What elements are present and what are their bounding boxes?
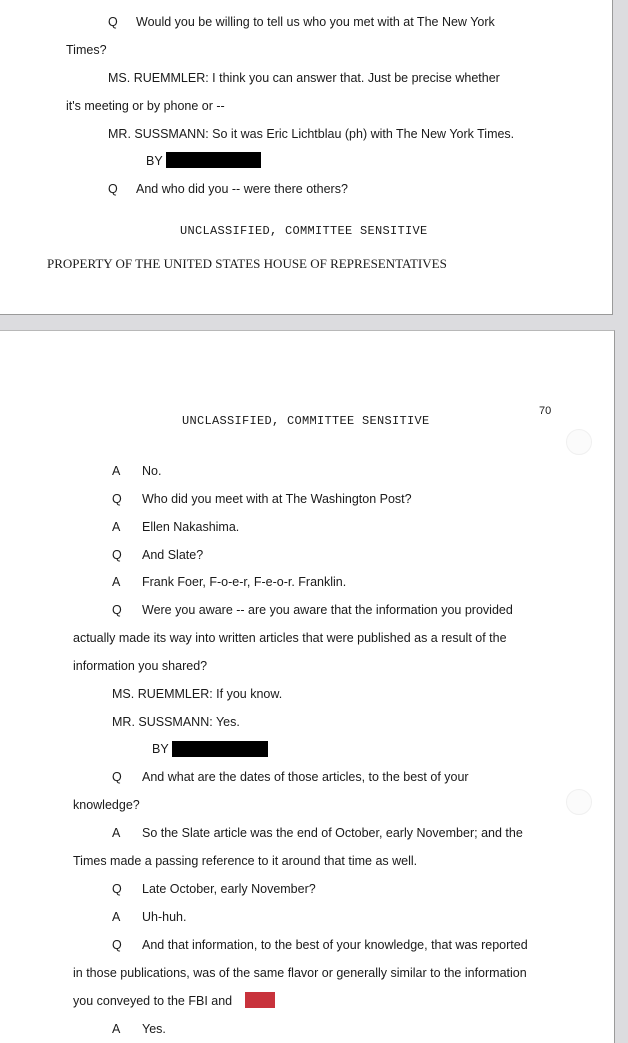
property-footer: PROPERTY OF THE UNITED STATES HOUSE OF REPRESENTATIVES xyxy=(47,256,447,271)
transcript-line: MS. RUEMMLER: I think you can answer that. Just be precise whether xyxy=(108,71,500,85)
speaker-label: Q xyxy=(108,15,118,29)
speaker-label: A xyxy=(112,826,121,840)
speaker-label: A xyxy=(112,1022,121,1036)
redaction-bar-red xyxy=(245,992,275,1008)
speaker-label: A xyxy=(112,520,121,534)
line-text: No. xyxy=(142,464,162,478)
speaker-label: Q xyxy=(112,882,122,896)
transcript-line: Times? xyxy=(66,43,107,57)
classification-footer: UNCLASSIFIED, COMMITTEE SENSITIVE xyxy=(180,224,428,238)
transcript-line: MR. SUSSMANN: Yes. xyxy=(112,715,240,729)
line-text: Were you aware -- are you aware that the information you provided xyxy=(142,603,513,617)
examiner-line: BY xyxy=(152,742,169,756)
line-text: And that information, to the best of your knowledge, that was reported xyxy=(142,938,528,952)
line-text: Frank Foer, F-o-e-r, F-e-o-r. Franklin. xyxy=(142,575,347,589)
examiner-line: BY xyxy=(146,154,163,168)
speaker-label: Q xyxy=(112,492,122,506)
transcript-line: Times made a passing reference to it around that time as well. xyxy=(73,854,418,868)
transcript-line: knowledge? xyxy=(73,798,140,812)
transcript-line: it's meeting or by phone or -- xyxy=(66,99,225,113)
line-text: And who did you -- were there others? xyxy=(136,182,348,196)
line-text: So the Slate article was the end of October, early November; and the xyxy=(142,826,523,840)
scan-mark xyxy=(566,789,592,815)
transcript-line: in those publications, was of the same flavor or generally similar to the information xyxy=(73,966,527,980)
scan-mark xyxy=(566,429,592,455)
line-text: And what are the dates of those articles, to the best of your xyxy=(142,770,469,784)
line-text: Ellen Nakashima. xyxy=(142,520,240,534)
speaker-label: Q xyxy=(108,182,118,196)
transcript-line: you conveyed to the FBI and xyxy=(73,994,233,1008)
transcript-line: MS. RUEMMLER: If you know. xyxy=(112,687,283,701)
transcript-page-70 xyxy=(0,330,615,1043)
redaction-bar xyxy=(166,152,261,168)
speaker-label: Q xyxy=(112,770,122,784)
line-text: Yes. xyxy=(142,1022,166,1036)
transcript-line: information you shared? xyxy=(73,659,208,673)
line-text: Late October, early November? xyxy=(142,882,316,896)
page-number: 70 xyxy=(539,405,552,417)
transcript-line: MR. SUSSMANN: So it was Eric Lichtblau (ph) with The New York Times. xyxy=(108,127,515,141)
transcript-page-top xyxy=(0,0,613,315)
line-text: Who did you meet with at The Washington Post? xyxy=(142,492,412,506)
transcript-line: actually made its way into written articles that were published as a result of the xyxy=(73,631,507,645)
classification-header: UNCLASSIFIED, COMMITTEE SENSITIVE xyxy=(182,414,430,428)
speaker-label: Q xyxy=(112,938,122,952)
redaction-bar xyxy=(172,741,268,757)
speaker-label: A xyxy=(112,464,121,478)
speaker-label: A xyxy=(112,910,121,924)
speaker-label: Q xyxy=(112,548,122,562)
line-text: Uh-huh. xyxy=(142,910,187,924)
speaker-label: Q xyxy=(112,603,122,617)
line-text: Would you be willing to tell us who you met with at The New York xyxy=(136,15,495,29)
line-text: And Slate? xyxy=(142,548,204,562)
speaker-label: A xyxy=(112,575,121,589)
